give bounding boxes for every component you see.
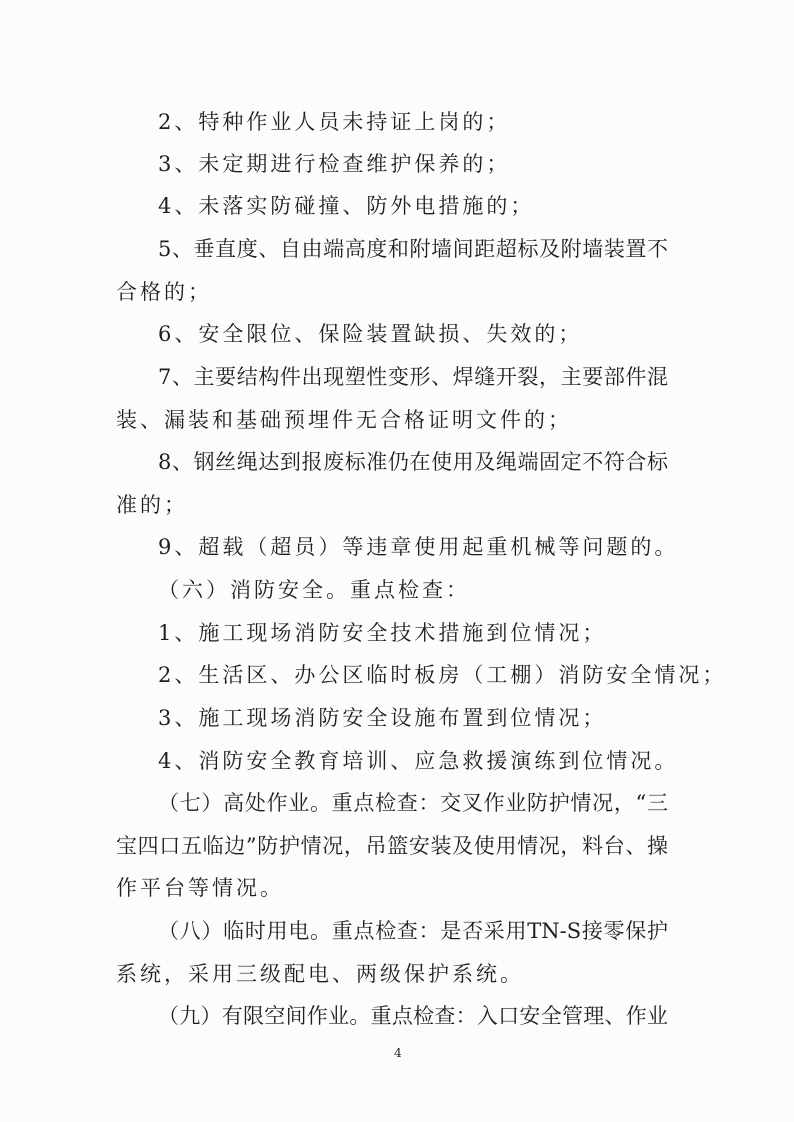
text-line-5: 合格的； [116, 280, 212, 304]
text-line-15: 3、施工现场消防安全设施布置到位情况； [158, 706, 607, 730]
page-number: 4 [394, 1046, 402, 1060]
text-line-2: 3、未定期进行检查维护保养的； [158, 152, 511, 176]
text-line-21: 系统，采用三级配电、两级保护系统。 [116, 962, 524, 986]
section-heading-seven: （七）高处作业。重点检查：交叉作业防护情况，“三 [158, 791, 668, 815]
section-heading-nine: （九）有限空间作业。重点检查：入口安全管理、作业 [158, 1004, 668, 1028]
text-line-4: 5、垂直度、自由端高度和附墙间距超标及附墙装置不 [158, 237, 668, 261]
text-line-1: 2、特种作业人员未持证上岗的； [158, 110, 511, 134]
text-line-18: 宝四口五临边”防护情况，吊篮安装及使用情况，料台、操 [116, 834, 668, 858]
text-line-9: 8、钢丝绳达到报废标准仍在使用及绳端固定不符合标 [158, 450, 668, 474]
text-line-14: 2、生活区、办公区临时板房（工棚）消防安全情况； [158, 663, 727, 687]
text-line-6: 6、安全限位、保险装置缺损、失效的； [158, 322, 583, 346]
text-line-8: 装、漏装和基础预埋件无合格证明文件的； [116, 408, 572, 432]
text-line-7: 7、主要结构件出现塑性变形、焊缝开裂，主要部件混 [158, 365, 668, 389]
text-line-13: 1、施工现场消防安全技术措施到位情况； [158, 621, 607, 645]
text-line-3: 4、未落实防碰撞、防外电措施的； [158, 194, 535, 218]
section-heading-eight: （八）临时用电。重点检查：是否采用TN-S接零保护 [158, 919, 668, 943]
text-line-11: 9、超载（超员）等违章使用起重机械等问题的。 [158, 535, 679, 559]
text-line-16: 4、消防安全教育培训、应急救援演练到位情况。 [158, 749, 679, 773]
text-line-19: 作平台等情况。 [116, 876, 284, 900]
text-line-10: 准的； [116, 493, 188, 517]
section-heading-six: （六）消防安全。重点检查： [158, 578, 470, 602]
